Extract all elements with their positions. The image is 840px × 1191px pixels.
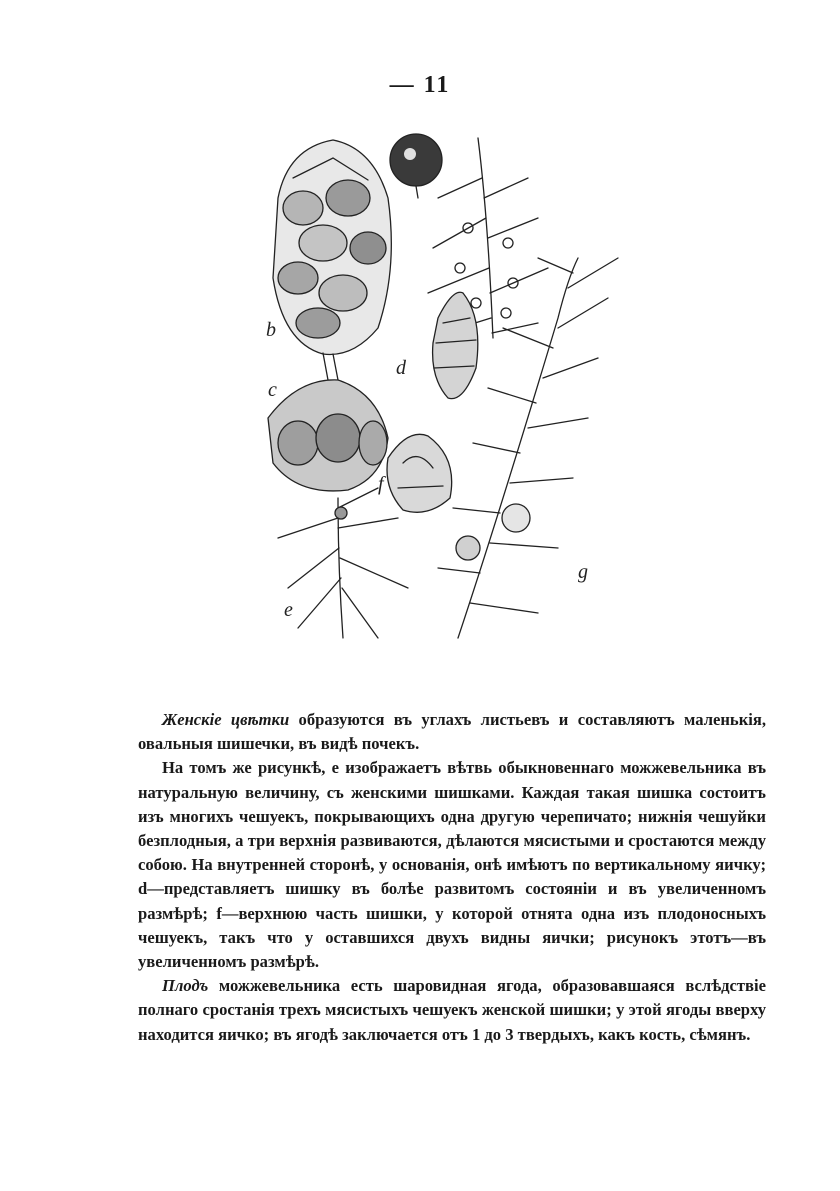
paragraph-3-text: можжевельника есть шаровидная ягода, образовавшаяся вслѣдствіе полнаго сростанія трехъ мясистыхъ чешуекъ женской шишки; у этой ягоды вверху находится яичко; въ ягодѣ заключается отъ 1 до 3 твердыхъ, какъ кость, сѣмянъ.: [138, 976, 766, 1044]
branch-e: [278, 488, 408, 638]
paragraph-female-flowers: [138, 708, 766, 756]
cone-c: [268, 380, 388, 491]
cone-f: [387, 434, 452, 512]
label-d: d: [396, 357, 406, 379]
cone-d: [433, 292, 478, 398]
juniper-engraving: [238, 118, 638, 653]
label-c: c: [268, 379, 277, 401]
label-g: g: [578, 561, 588, 583]
paragraph-fruit: [138, 974, 766, 1047]
berry-top: [390, 134, 442, 198]
label-f: f: [378, 473, 384, 495]
page-number: — 11: [389, 72, 451, 98]
label-b: b: [266, 319, 276, 341]
paragraph-1-text: образуются въ углахъ листьевъ и составляютъ маленькія, овальныя шишечки, въ видѣ почекъ.: [138, 710, 766, 754]
paragraph-cone-description: На томъ же рисункѣ, e изображаетъ вѣтвь обыкновеннаго можжевельника въ натуральную величину, съ женскими шишками. Каждая такая шишка состоитъ изъ многихъ чешуекъ, покрывающихъ одна другую черепичато; нижнія чешуйки безплодныя, а три верхнія развиваются, дѣлаются мясистыми и сростаются между собою. На внутренней сторонѣ, у основанія, онѣ имѣютъ по вертикальному яичку; d—представляетъ шишку въ болѣе развитомъ состояніи и въ увеличенномъ размѣрѣ; f—верхнюю часть шишки, у которой отнята одна изъ плодоносныхъ чешуекъ, такъ что у оставшихся двухъ видны яички; рисунокъ этотъ—въ увеличенномъ размѣрѣ.: [138, 758, 766, 972]
botanical-illustration: [238, 118, 638, 653]
label-e: e: [284, 599, 293, 621]
cone-b: [273, 140, 391, 380]
term-fruit: Плодъ: [162, 976, 209, 996]
body-text: [138, 708, 766, 1047]
term-female-flowers: Женскіе цвѣтки: [162, 710, 290, 729]
